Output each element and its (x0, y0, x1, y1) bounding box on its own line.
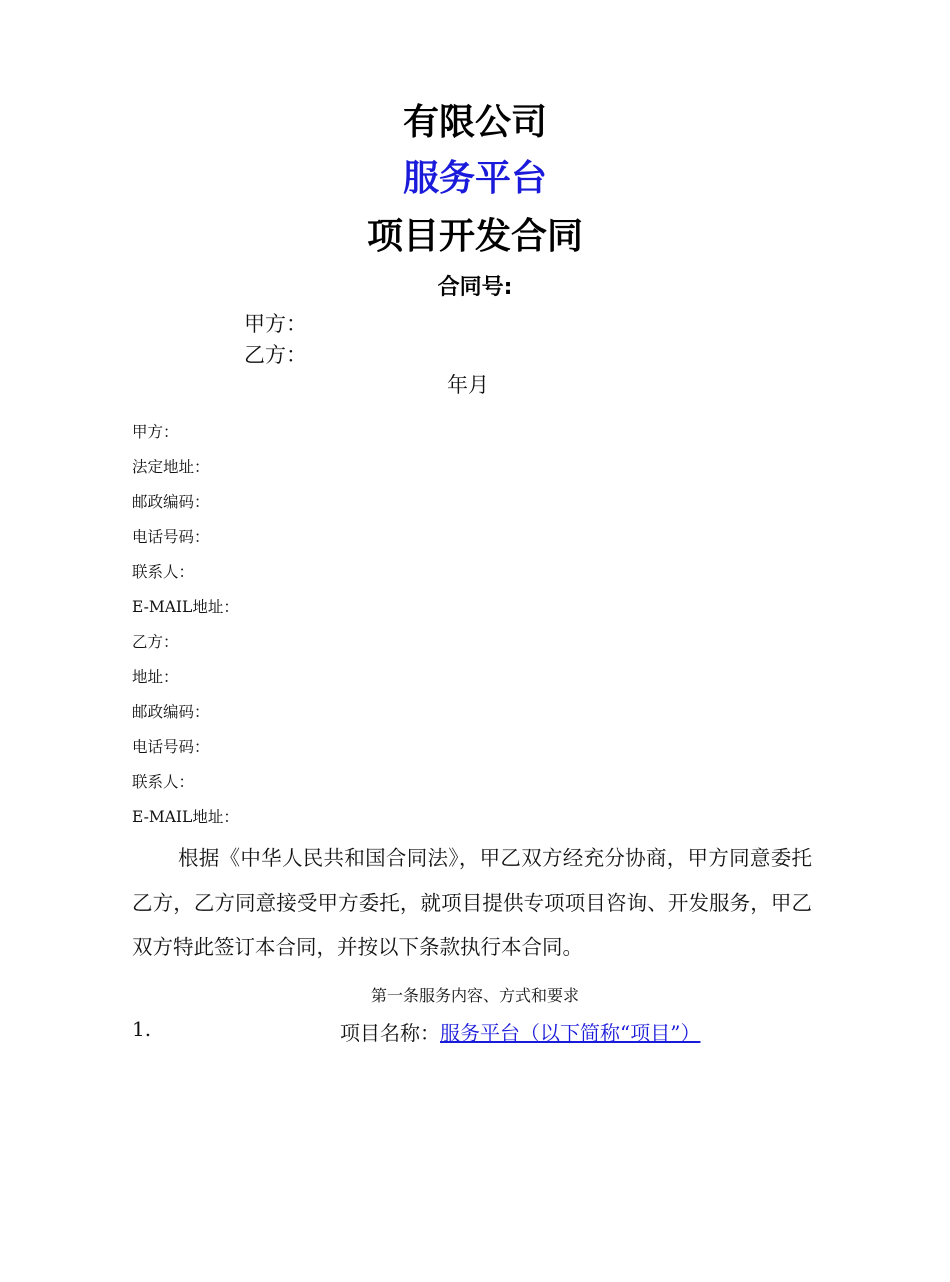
detail-party-a: 甲方： (132, 423, 179, 441)
detail-contact-b: 联系人： (132, 773, 195, 791)
detail-postcode-a: 邮政编码： (132, 493, 210, 511)
contract-title: 项目开发合同 (366, 216, 583, 257)
detail-postcode-b: 邮政编码： (132, 703, 210, 721)
detail-contact-a: 联系人： (132, 563, 195, 581)
contract-number-label: 合同号: (437, 275, 513, 300)
company-title: 有限公司 (402, 102, 547, 143)
detail-address-b: 地址： (132, 668, 179, 686)
detail-party-b: 乙方： (132, 633, 179, 651)
platform-title: 服务平台 (402, 158, 547, 199)
cover-date-label: 年月 (447, 373, 489, 397)
detail-phone-a: 电话号码： (132, 528, 210, 546)
article-1-heading: 第一条服务内容、方式和要求 (370, 986, 579, 1005)
project-name-link[interactable]: 服务平台（以下简称“项目”） (440, 1021, 701, 1045)
preamble-paragraph: 根据《中华人民共和国合同法》，甲乙双方经充分协商，甲方同意委托乙方，乙方同意接受甲方委托，就项目提供专项项目咨询、开发服务，甲乙双方特此签订本合同，并按以下条款执行本合同。 (132, 846, 812, 959)
detail-legal-address: 法定地址： (132, 458, 210, 476)
project-name-row (340, 1017, 700, 1046)
detail-email-a: E-MAIL地址： (132, 598, 239, 616)
cover-party-a-label: 甲方： (244, 312, 307, 336)
party-details-list (132, 420, 239, 840)
cover-party-b-label: 乙方： (244, 343, 307, 367)
detail-email-b: E-MAIL地址： (132, 808, 239, 826)
item-number: 1. (132, 1017, 152, 1041)
detail-phone-b: 电话号码： (132, 738, 210, 756)
project-name-label: 项目名称： (340, 1021, 440, 1045)
